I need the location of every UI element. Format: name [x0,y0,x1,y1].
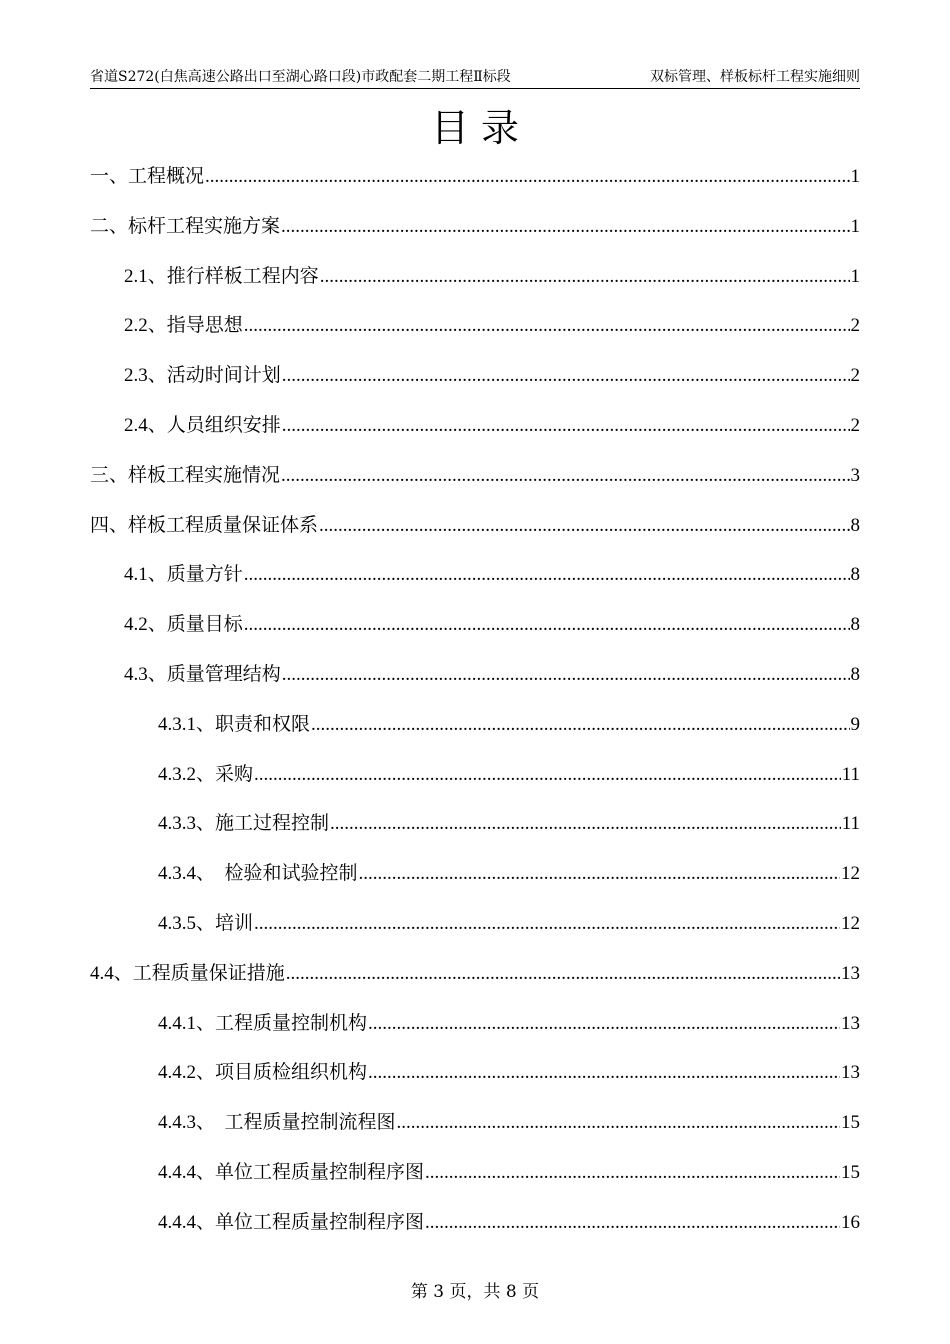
toc-entry-page-number: 13 [841,1012,860,1034]
toc-entry-page-number: 11 [841,763,860,785]
toc-entry[interactable] [158,907,860,941]
toc-entry[interactable] [124,409,860,443]
toc-entry[interactable] [90,160,860,194]
toc-entry-page-number: 8 [850,564,860,586]
toc-entry-label: 2.4、人员组织安排 [124,415,281,436]
header-left-text: 省道S272(白焦高速公路出口至湖心路口段)市政配套二期工程Ⅱ标段 [90,69,511,85]
toc-entry-label: 2.1、推行样板工程内容 [124,265,319,287]
toc-title: 目 录 [430,106,520,150]
toc-dot-leader [282,658,850,692]
toc-entry-page-number: 8 [850,664,860,685]
toc-dot-leader [281,459,849,493]
toc-entry[interactable] [90,509,860,543]
toc-entry[interactable] [158,1106,860,1140]
toc-entry-label: 四、样板工程质量保证体系 [90,514,319,536]
toc-entry-label: 一、工程概况 [90,166,205,187]
toc-dot-leader [425,1206,840,1240]
toc-entry[interactable] [90,957,860,991]
toc-entry-page-number: 8 [850,514,860,536]
toc-entry-label: 4.2、质量目标 [124,614,243,636]
toc-dot-leader [368,1056,840,1090]
toc-entry-page-number: 15 [841,1162,860,1183]
toc-entry[interactable] [124,558,860,592]
toc-dot-leader [282,359,850,393]
toc-entry-page-number: 8 [850,614,860,636]
toc-entry-label: 二、标杆工程实施方案 [90,215,281,237]
toc-entry-label: 4.3.3、施工过程控制 [158,813,330,835]
toc-entry[interactable] [158,1156,860,1190]
toc-entry[interactable] [90,210,860,244]
toc-dot-leader [281,210,849,244]
toc-entry-page-number: 2 [850,415,860,436]
toc-entry-page-number: 2 [850,315,860,337]
toc-entry-page-number: 13 [841,962,860,984]
toc-dot-leader [244,309,850,343]
toc-entry-page-number: 11 [841,813,860,835]
toc-entry-label: 4.1、质量方针 [124,564,243,586]
toc-entry-label: 4.3.2、采购 [158,763,254,785]
toc-entry[interactable] [158,1007,860,1041]
toc-dot-leader [330,807,841,841]
toc-dot-leader [244,608,850,642]
toc-entry[interactable] [158,708,860,742]
toc-entry-page-number: 9 [850,713,860,735]
toc-entry-label: 4.4.3、 工程质量控制流程图 [158,1112,396,1134]
toc-entry-label: 4.4.4、单位工程质量控制程序图 [158,1162,425,1183]
toc-entry-label: 4.3.1、职责和权限 [158,713,311,735]
toc-dot-leader [359,857,840,891]
page-footer: 第 3 页，共 8 页 [410,1282,540,1302]
toc-entry[interactable] [158,807,860,841]
toc-entry-label: 4.4.2、项目质检组织机构 [158,1062,368,1084]
toc-dot-leader [311,708,849,742]
toc-entry-label: 2.2、指导思想 [124,315,243,337]
toc-dot-leader [397,1106,840,1140]
toc-entry[interactable] [124,658,860,692]
toc-entry-label: 4.3.4、 检验和试验控制 [158,863,358,885]
header-right-text: 双标管理、样板标杆工程实施细则 [650,69,860,85]
toc-entry[interactable] [158,857,860,891]
toc-entry[interactable] [158,758,860,792]
toc-dot-leader [205,160,849,194]
toc-entry-page-number: 15 [841,1112,860,1134]
toc-entry-label: 三、样板工程实施情况 [90,464,281,486]
toc-entry-label: 2.3、活动时间计划 [124,365,281,387]
toc-entry-label: 4.3.5、培训 [158,913,254,934]
toc-entry[interactable] [124,260,860,294]
toc-entry-page-number: 1 [850,215,860,237]
toc-entry[interactable] [158,1206,860,1240]
page-header [90,66,860,89]
toc-dot-leader [368,1007,840,1041]
toc-entry-page-number: 12 [841,863,860,885]
toc-entry[interactable] [158,1056,860,1090]
toc-entry-page-number: 2 [850,365,860,387]
toc-entry-page-number: 13 [841,1062,860,1084]
toc-entry[interactable] [124,608,860,642]
toc-entry-page-number: 1 [850,166,860,187]
toc-entry-page-number: 12 [841,913,860,934]
toc-entry-page-number: 3 [850,464,860,486]
toc-entry-label: 4.4.4、单位工程质量控制程序图 [158,1211,425,1233]
toc-dot-leader [244,558,850,592]
toc-entry-label: 4.4.1、工程质量控制机构 [158,1012,368,1034]
toc-entry[interactable] [124,309,860,343]
toc-dot-leader [319,509,849,543]
toc-entry[interactable] [90,459,860,493]
toc-entry[interactable] [124,359,860,393]
toc-dot-leader [286,957,840,991]
toc-entry-page-number: 16 [841,1211,860,1233]
toc-dot-leader [320,260,850,294]
toc-dot-leader [254,907,840,941]
toc-entry-page-number: 1 [850,265,860,287]
toc-entry-label: 4.3、质量管理结构 [124,664,281,685]
toc-entry-label: 4.4、工程质量保证措施 [90,962,285,984]
toc-dot-leader [254,758,841,792]
toc-dot-leader [425,1156,840,1190]
toc-dot-leader [282,409,850,443]
